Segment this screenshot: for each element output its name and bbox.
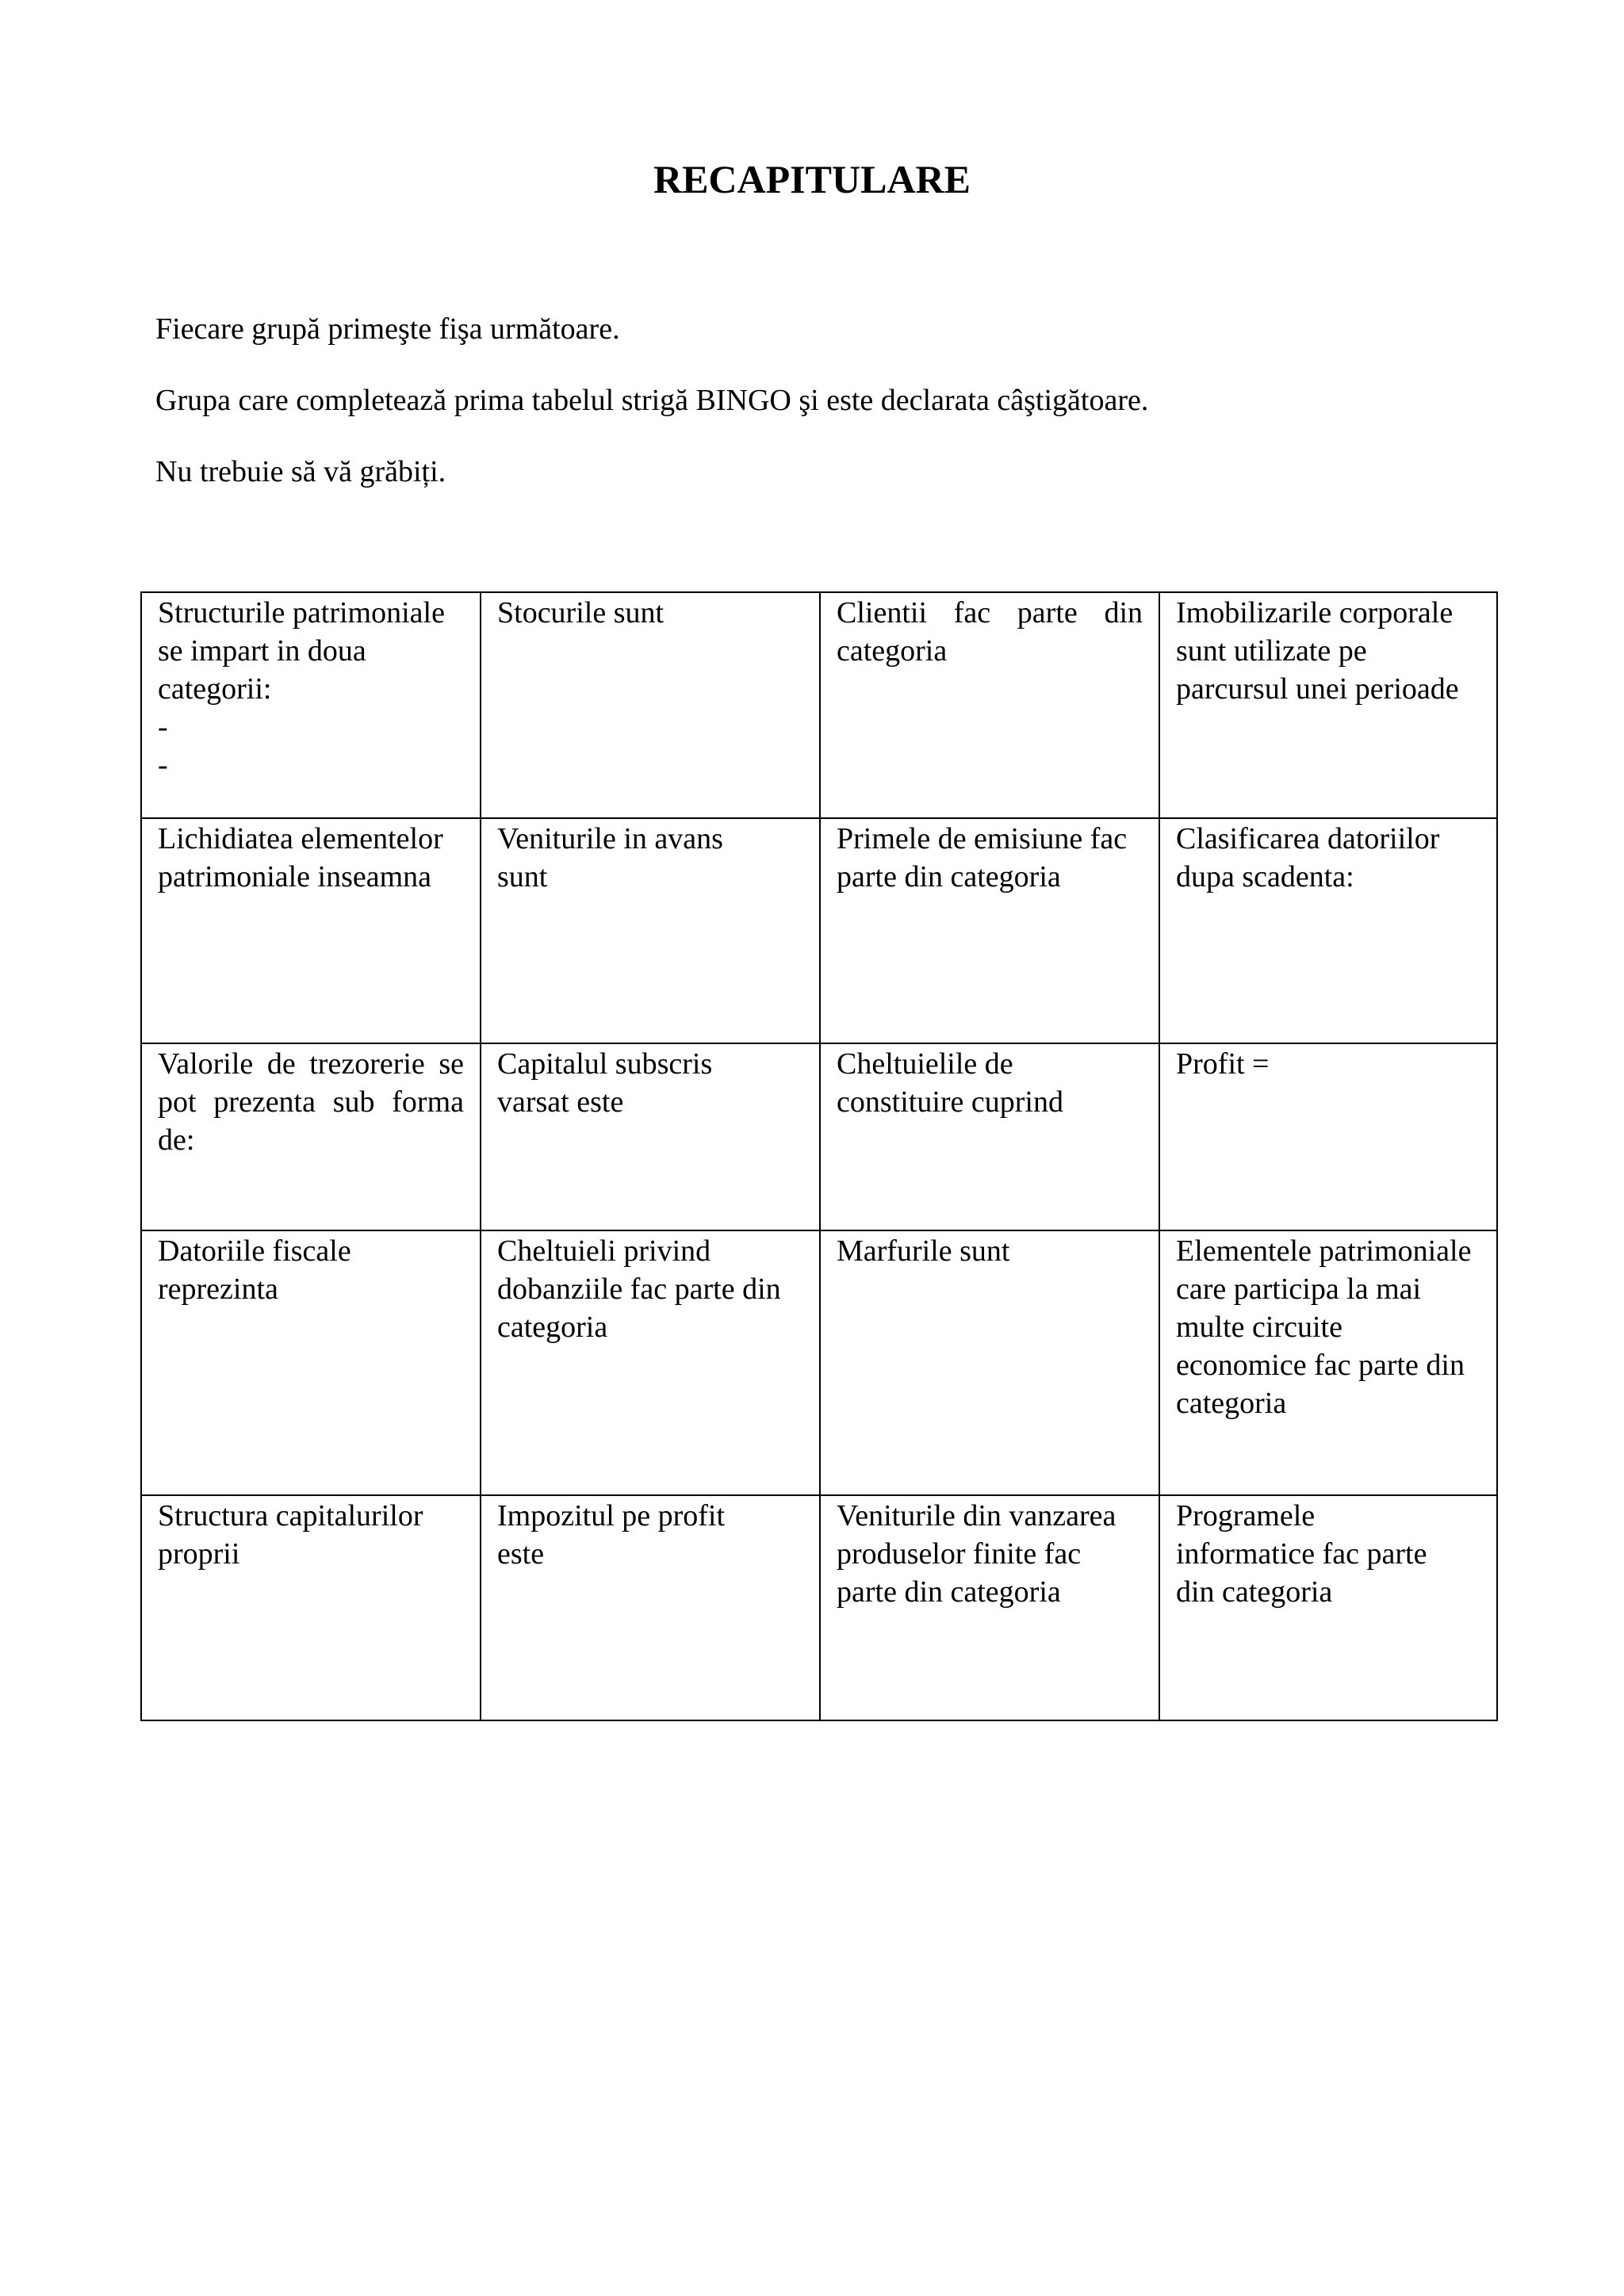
cell-text: Imobilizarile corporale sunt utilizate pe parcursul unei perioade: [1176, 596, 1459, 706]
table-cell[interactable]: [481, 1043, 820, 1230]
intro-line-3: Nu trebuie să vă grăbiți.: [155, 455, 446, 488]
table-row: [141, 1495, 1497, 1720]
cell-text: Structura capitalurilor proprii: [158, 1499, 423, 1571]
page-title: RECAPITULARE: [653, 157, 971, 201]
table-cell[interactable]: [820, 818, 1159, 1043]
table-cell[interactable]: [820, 1230, 1159, 1495]
cell-text: Clasificarea datoriilor dupa scadenta:: [1176, 822, 1440, 894]
table-cell[interactable]: [1159, 818, 1497, 1043]
cell-text: Veniturile in avans sunt: [497, 822, 723, 894]
cell-text: Profit =: [1176, 1047, 1270, 1081]
table-cell[interactable]: [481, 1230, 820, 1495]
table-cell[interactable]: [481, 1495, 820, 1720]
blank-dash: -: [158, 710, 168, 744]
cell-text: Cheltuieli privind dobanziile fac parte din categoria: [497, 1234, 781, 1344]
cell-text: Capitalul subscris varsat este: [497, 1047, 713, 1119]
cell-text: Marfurile sunt: [837, 1234, 1010, 1268]
cell-text: Veniturile din vanzarea produselor finite fac parte din categoria: [837, 1499, 1116, 1609]
table-row: [141, 1043, 1497, 1230]
blank-dash: -: [158, 748, 168, 782]
cell-text: Structurile patrimoniale se impart in doua categorii:: [158, 596, 445, 706]
table-cell[interactable]: [820, 592, 1159, 818]
cell-text: Programele informatice fac parte din categoria: [1176, 1499, 1427, 1609]
table-cell[interactable]: [141, 592, 481, 818]
table-cell[interactable]: [1159, 1230, 1497, 1495]
intro-line-2: Grupa care completează prima tabelul strigă BINGO şi este declarata câştigătoare.: [155, 384, 1149, 417]
cell-text: Elementele patrimoniale care participa la mai multe circuite economice fac parte din categoria: [1176, 1234, 1472, 1420]
cell-text: Stocurile sunt: [497, 596, 665, 629]
cell-text: Impozitul pe profit este: [497, 1499, 726, 1571]
table-cell[interactable]: [141, 1230, 481, 1495]
cell-text: Cheltuielile de constituire cuprind: [837, 1047, 1063, 1119]
cell-text: Valorile de trezorerie se pot prezenta sub forma de:: [158, 1047, 464, 1157]
cell-text: Clientii fac parte din categoria: [837, 596, 1143, 668]
table-row: [141, 1230, 1497, 1495]
table-row: [141, 818, 1497, 1043]
intro-line-1: Fiecare grupă primeşte fişa următoare.: [155, 312, 620, 346]
cell-text: Primele de emisiune fac parte din categoria: [837, 822, 1128, 894]
table-row: [141, 592, 1497, 818]
table-cell[interactable]: [1159, 1043, 1497, 1230]
table-cell[interactable]: [141, 818, 481, 1043]
table-cell[interactable]: [1159, 592, 1497, 818]
table-cell[interactable]: [820, 1495, 1159, 1720]
cell-text: Lichidiatea elementelor patrimoniale inseamna: [158, 822, 443, 894]
cell-text: Datoriile fiscale reprezinta: [158, 1234, 351, 1306]
table-cell[interactable]: [1159, 1495, 1497, 1720]
table-cell[interactable]: [141, 1495, 481, 1720]
table-cell[interactable]: [481, 592, 820, 818]
table-cell[interactable]: [481, 818, 820, 1043]
table-cell[interactable]: [141, 1043, 481, 1230]
table-cell[interactable]: [820, 1043, 1159, 1230]
bingo-table: [140, 591, 1498, 1721]
